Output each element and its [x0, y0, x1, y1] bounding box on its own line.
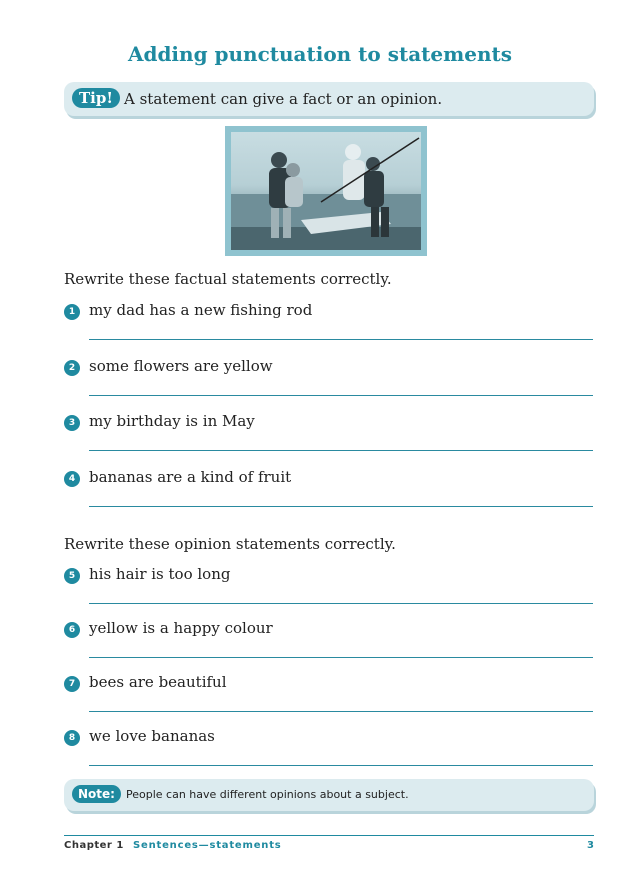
question-number-badge: 4	[64, 471, 80, 487]
question-text: bananas are a kind of fruit	[89, 468, 292, 486]
photo-frame	[225, 126, 427, 256]
tip-badge: Tip!	[72, 88, 120, 108]
question-text: his hair is too long	[89, 565, 231, 583]
opinion-instruction: Rewrite these opinion statements correctly.	[64, 535, 396, 553]
question-text: my dad has a new fishing rod	[89, 301, 313, 319]
question-number-badge: 5	[64, 568, 80, 584]
answer-line[interactable]	[89, 395, 593, 396]
footer-divider	[64, 835, 594, 836]
question-number-badge: 7	[64, 676, 80, 692]
question-text: yellow is a happy colour	[89, 619, 273, 637]
question-text: bees are beautiful	[89, 673, 227, 691]
answer-line[interactable]	[89, 603, 593, 604]
question-number-badge: 2	[64, 360, 80, 376]
question-number-badge: 3	[64, 415, 80, 431]
page-title: Adding punctuation to statements	[127, 42, 513, 66]
answer-line[interactable]	[89, 657, 593, 658]
factual-instruction: Rewrite these factual statements correctly.	[64, 270, 392, 288]
answer-line[interactable]	[89, 711, 593, 712]
note-box	[64, 779, 594, 811]
footer-section: Sentences—statements	[133, 840, 282, 851]
question-number-badge: 6	[64, 622, 80, 638]
note-text: People can have different opinions about a subject.	[126, 788, 409, 801]
question-text: some flowers are yellow	[89, 357, 273, 375]
tip-text: A statement can give a fact or an opinion.	[124, 90, 443, 108]
question-text: my birthday is in May	[89, 412, 255, 430]
page-number: 3	[587, 840, 594, 851]
question-text: we love bananas	[89, 727, 215, 745]
tip-box	[64, 82, 594, 116]
question-number-badge: 1	[64, 304, 80, 320]
page-footer	[64, 840, 594, 851]
question-number-badge: 8	[64, 730, 80, 746]
family-fishing-photo	[231, 132, 421, 250]
answer-line[interactable]	[89, 765, 593, 766]
footer-chapter: Chapter 1	[64, 840, 124, 851]
note-badge: Note:	[72, 785, 121, 803]
answer-line[interactable]	[89, 450, 593, 451]
answer-line[interactable]	[89, 506, 593, 507]
answer-line[interactable]	[89, 339, 593, 340]
